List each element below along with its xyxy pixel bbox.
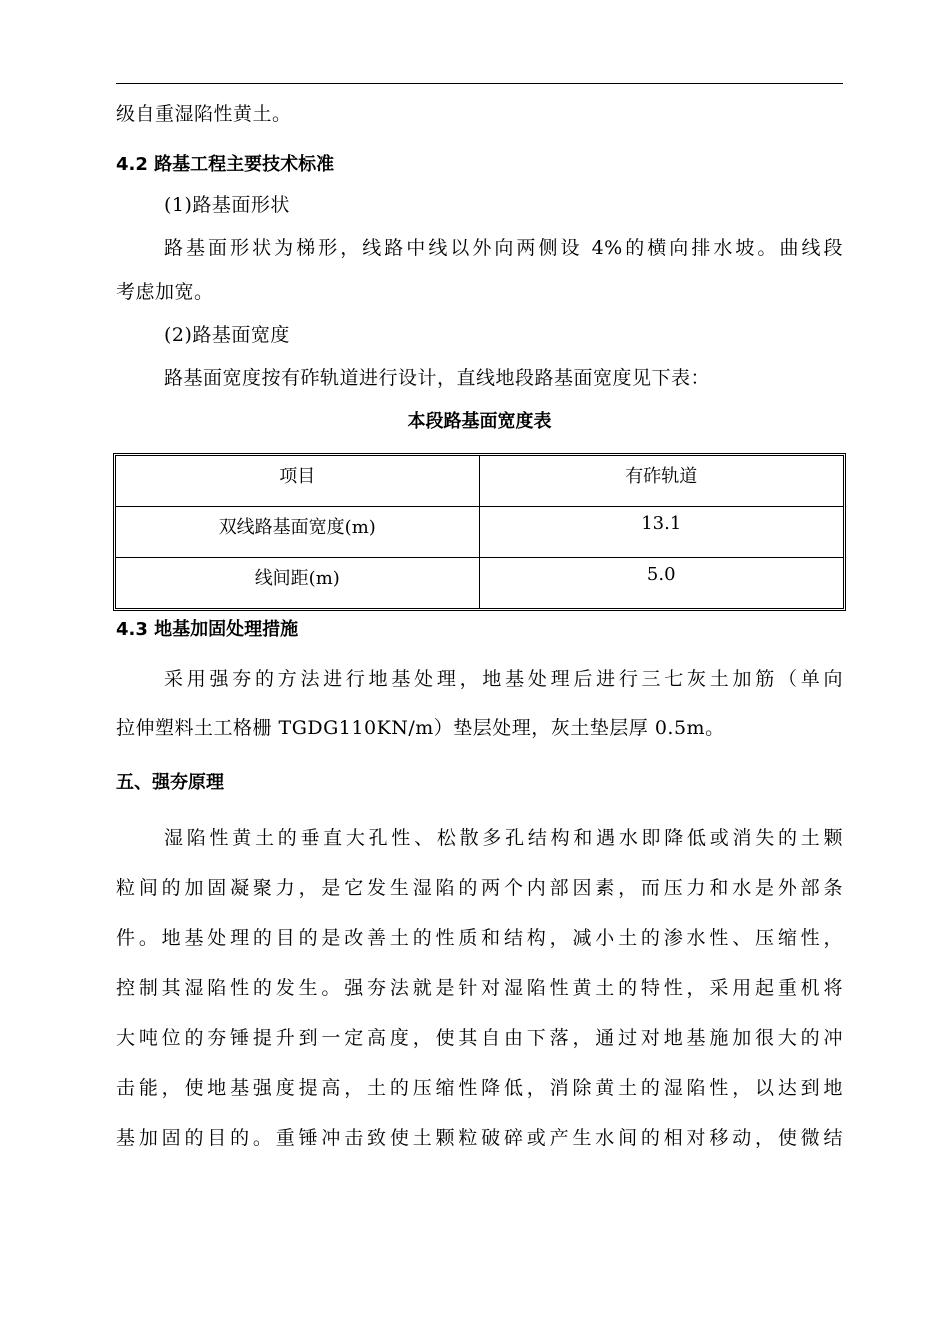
section-5-line: 粒间的加固凝聚力，是它发生湿陷的两个内部因素，而压力和水是外部条: [116, 877, 843, 899]
section-4-3-heading: 4.3 地基加固处理措施: [116, 619, 299, 640]
section-5-line: 基加固的目的。重锤冲击致使土颗粒破碎或产生水间的相对移动，使微结: [116, 1127, 843, 1149]
item2-title: (2)路基面宽度: [164, 324, 290, 346]
table-row: [116, 507, 843, 558]
paragraph-tail: 级自重湿陷性黄土。: [116, 103, 292, 125]
section-5-line: 件。地基处理的目的是改善土的性质和结构，减小土的渗水性、压缩性，: [116, 927, 843, 949]
table-header-ballast-track: 有砟轨道: [480, 456, 844, 507]
table-row: [116, 558, 843, 608]
section-5-line: 控制其湿陷性的发生。强夯法就是针对湿陷性黄土的特性，采用起重机将: [116, 977, 843, 999]
item1-text-line1: 路基面形状为梯形，线路中线以外向两侧设 4%的横向排水坡。曲线段: [164, 237, 843, 259]
item2-text: 路基面宽度按有砟轨道进行设计，直线地段路基面宽度见下表：: [164, 367, 711, 389]
section-4-3-line: 拉伸塑料土工格栅 TGDG110KN/m）垫层处理，灰土垫层厚 0.5m。: [116, 717, 725, 739]
section-5-line: 击能，使地基强度提高，土的压缩性降低，消除黄土的湿陷性，以达到地: [116, 1077, 843, 1099]
section-5-line: 湿陷性黄土的垂直大孔性、松散多孔结构和遇水即降低或消失的土颗: [164, 827, 843, 849]
roadbed-width-table: [113, 453, 846, 611]
header-rule: [116, 83, 843, 84]
section-5-heading: 五、强夯原理: [116, 772, 224, 793]
section-4-3-line: 采用强夯的方法进行地基处理，地基处理后进行三七灰土加筋（单向: [164, 668, 843, 690]
table-cell: 13.1: [480, 507, 844, 558]
table-header-item: 项目: [116, 456, 480, 507]
table-header-row: [116, 456, 843, 507]
table-caption: 本段路基面宽度表: [407, 411, 552, 432]
table-cell: 线间距(m): [116, 558, 480, 608]
item1-title: (1)路基面形状: [164, 194, 290, 216]
table-cell: 双线路基面宽度(m): [116, 507, 480, 558]
section-5-line: 大吨位的夯锤提升到一定高度，使其自由下落，通过对地基施加很大的冲: [116, 1027, 843, 1049]
section-4-2-heading: 4.2 路基工程主要技术标准: [116, 154, 335, 175]
table-cell: 5.0: [646, 564, 676, 585]
item1-text-line2: 考虑加宽。: [116, 281, 214, 303]
